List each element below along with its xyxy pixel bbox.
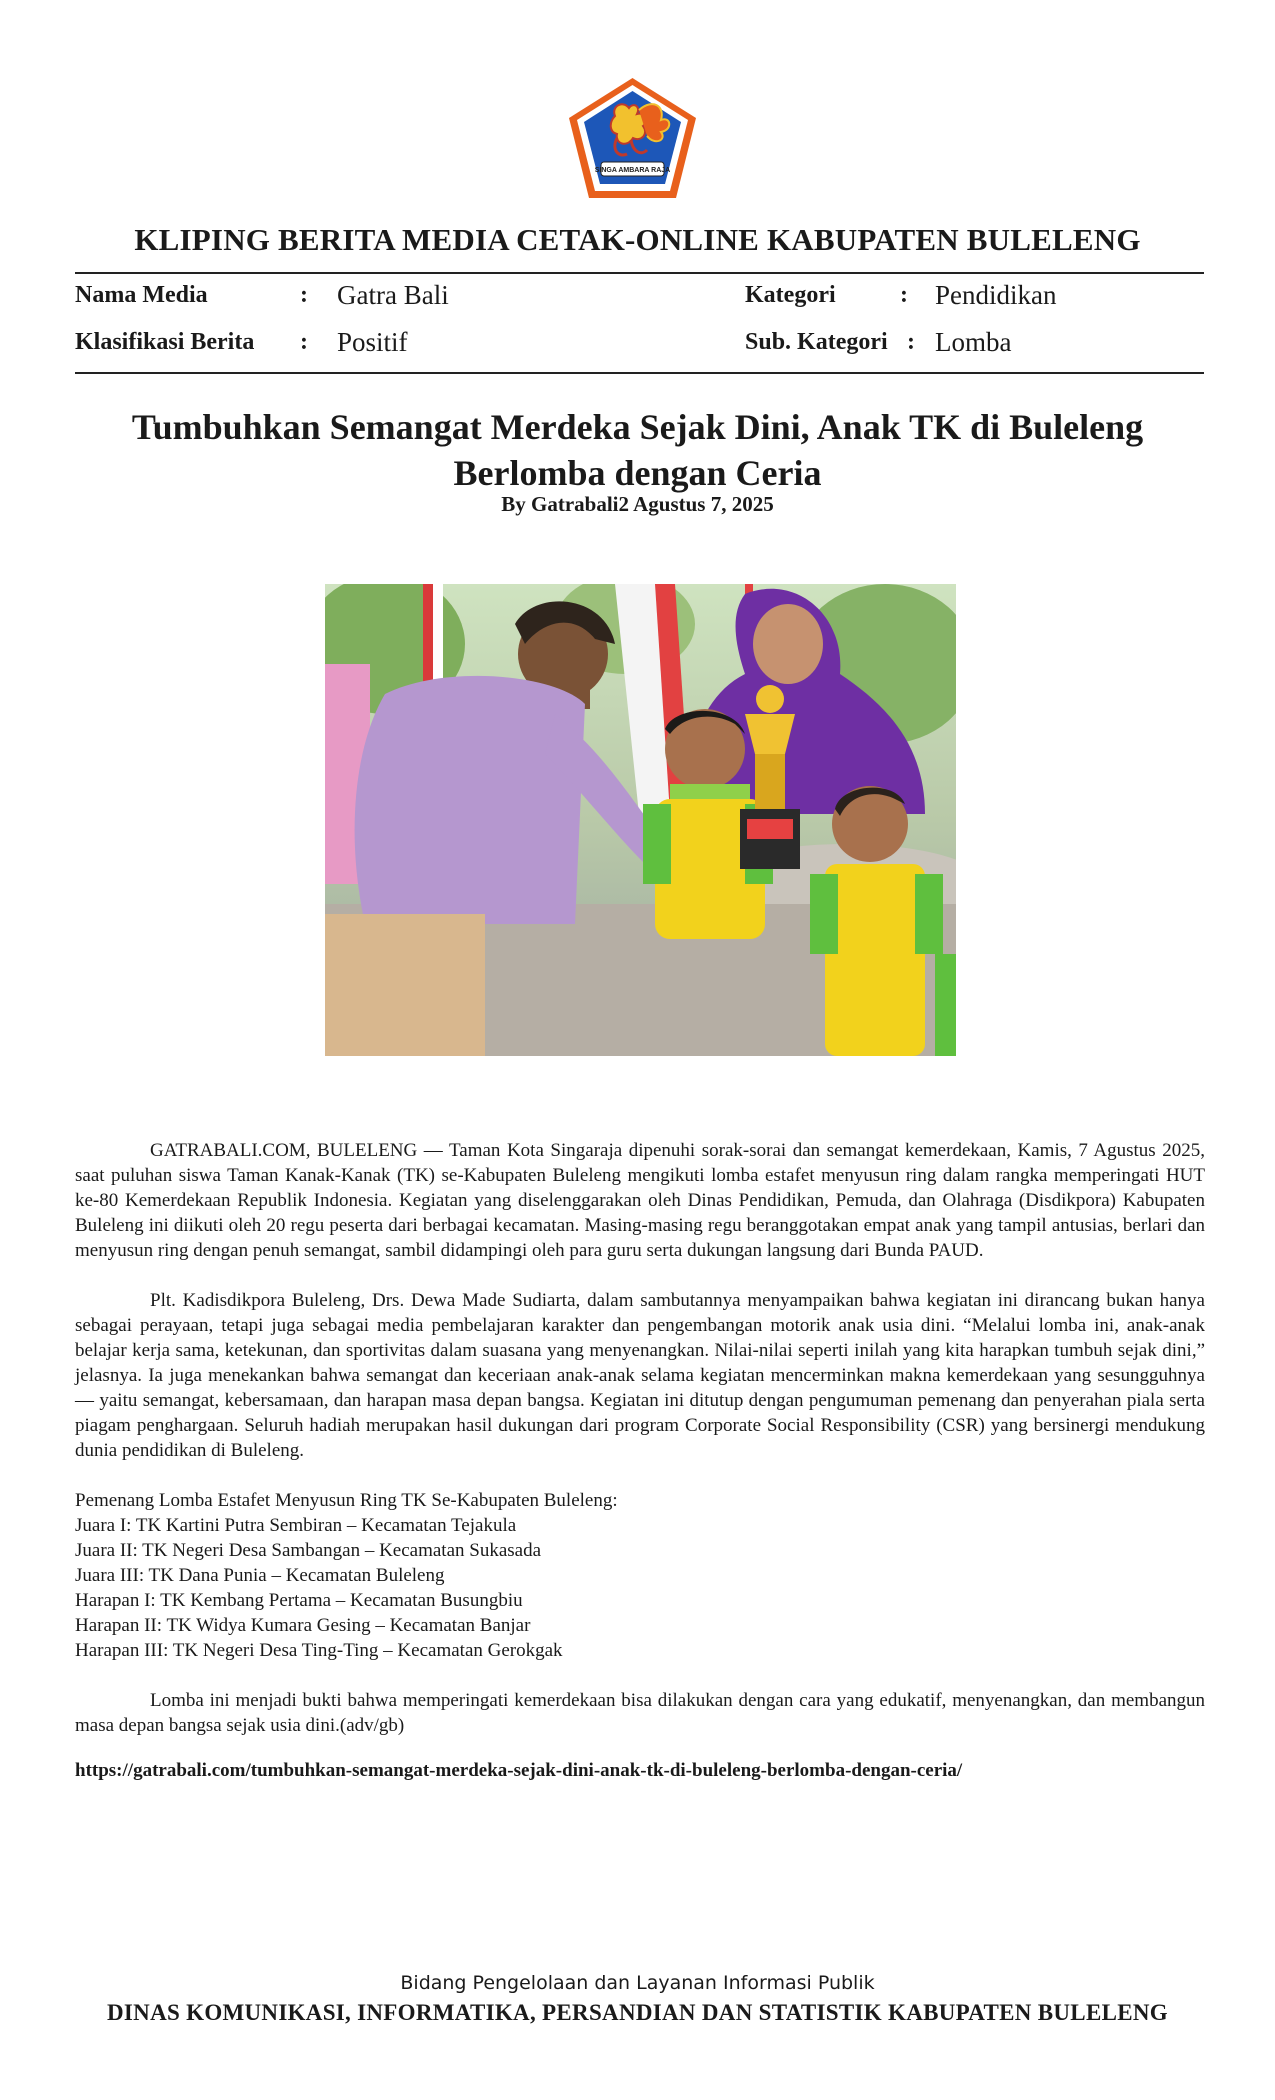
document-header-title: KLIPING BERITA MEDIA CETAK-ONLINE KABUPATEN BULELENG [134, 222, 1141, 257]
winner-item: Juara II: TK Negeri Desa Sambangan – Kecamatan Sukasada [75, 1540, 542, 1561]
sub-category-value: Lomba [935, 327, 1012, 357]
article-paragraph-1: GATRABALI.COM, BULELENG — Taman Kota Singaraja dipenuhi sorak-sorai dan semangat kemerdekaan, Kamis, 7 Agustus 2025, saat puluhan siswa Taman Kanak-Kanak (TK) se-Kabupaten Buleleng mengikuti lomba estafet menyusun ring dalam rangka memperingati HUT ke-80 Kemerdekaan Republik Indonesia. Kegiatan yang diselenggarakan oleh Dinas Pendidikan, Pemuda, dan Olahraga (Disdikpora) Kabupaten Buleleng ini diikuti oleh 20 regu peserta dari berbagai kecamatan. Masing-masing regu beranggotakan empat anak yang tampil antusias, berlari dan menyusun ring dengan penuh semangat, sambil didampingi oleh para guru serta dukungan langsung dari Bunda PAUD. [75, 1140, 1205, 1261]
footer-department: Bidang Pengelolaan dan Layanan Informasi Publik [400, 1972, 875, 1994]
article-paragraph-3: Lomba ini menjadi bukti bahwa memperingati kemerdekaan bisa dilakukan dengan cara yang edukatif, menyenangkan, dan membangun masa depan bangsa sejak usia dini.(adv/gb) [75, 1690, 1205, 1736]
footer-agency: DINAS KOMUNIKASI, INFORMATIKA, PERSANDIAN DAN STATISTIK KABUPATEN BULELENG [107, 2000, 1168, 2025]
media-name-value: Gatra Bali [337, 280, 449, 310]
buleleng-emblem-logo [567, 76, 698, 200]
headline-line-2: Berlomba dengan Ceria [453, 453, 822, 493]
winner-item: Harapan I: TK Kembang Pertama – Kecamatan Busungbiu [75, 1590, 523, 1611]
classification-label: Klasifikasi Berita [75, 329, 255, 355]
emblem-motto-text: SINGA AMBARA RAJA [594, 167, 671, 174]
article-paragraph-2: Plt. Kadisdikpora Buleleng, Drs. Dewa Made Sudiarta, dalam sambutannya menyampaikan bahwa kegiatan ini dirancang bukan hanya sebagai perayaan, tetapi juga sebagai media pembelajaran karakter dan pengembangan motorik anak usia dini. “Melalui lomba ini, anak-anak belajar kerja sama, ketekunan, dan sportivitas dalam suasana yang menyenangkan. Nilai-nilai seperti inilah yang kita harapkan tumbuh sejak dini,” jelasnya. Ia juga menekankan bahwa semangat dan keceriaan anak-anak selama kegiatan mencerminkan makna kemerdekaan yang sesungguhnya — yaitu semangat, kebersamaan, dan harapan masa depan bangsa. Kegiatan ini ditutup dengan pengumuman pemenang dan penyerahan piala serta piagam penghargaan. Seluruh hadiah merupakan hasil dukungan dari program Corporate Social Responsibility (CSR) yang bersinergi mendukung dunia pendidikan di Buleleng. [75, 1290, 1205, 1461]
winners-heading: Pemenang Lomba Estafet Menyusun Ring TK Se-Kabupaten Buleleng: [75, 1490, 618, 1511]
winner-item: Juara I: TK Kartini Putra Sembiran – Kecamatan Tejakula [75, 1515, 517, 1536]
winner-item: Harapan III: TK Negeri Desa Ting-Ting – Kecamatan Gerokgak [75, 1640, 563, 1661]
sub-category-colon: : [907, 329, 915, 355]
article-headline [110, 404, 1165, 496]
article-byline: By Gatrabali2 Agustus 7, 2025 [501, 492, 774, 516]
source-url-link[interactable]: https://gatrabali.com/tumbuhkan-semangat-merdeka-sejak-dini-anak-tk-di-buleleng-berlomba-dengan-ceria/ [75, 1760, 963, 1781]
article-body [75, 1138, 1205, 1783]
headline-line-1: Tumbuhkan Semangat Merdeka Sejak Dini, Anak TK di Buleleng [131, 407, 1144, 447]
media-name-colon: : [300, 282, 308, 308]
winner-item: Harapan II: TK Widya Kumara Gesing – Kecamatan Banjar [75, 1615, 531, 1636]
singa-ambara-raja-emblem-icon [567, 76, 698, 200]
category-label: Kategori [745, 282, 836, 308]
sub-category-label: Sub. Kategori [745, 329, 888, 355]
article-photo [325, 584, 956, 1056]
classification-colon: : [300, 329, 308, 355]
header-divider-bottom [75, 372, 1204, 374]
media-name-label: Nama Media [75, 282, 208, 308]
classification-value: Positif [337, 327, 408, 357]
category-value: Pendidikan [935, 280, 1057, 310]
category-colon: : [900, 282, 908, 308]
winner-item: Juara III: TK Dana Punia – Kecamatan Buleleng [75, 1565, 445, 1586]
header-divider-top [75, 272, 1204, 274]
